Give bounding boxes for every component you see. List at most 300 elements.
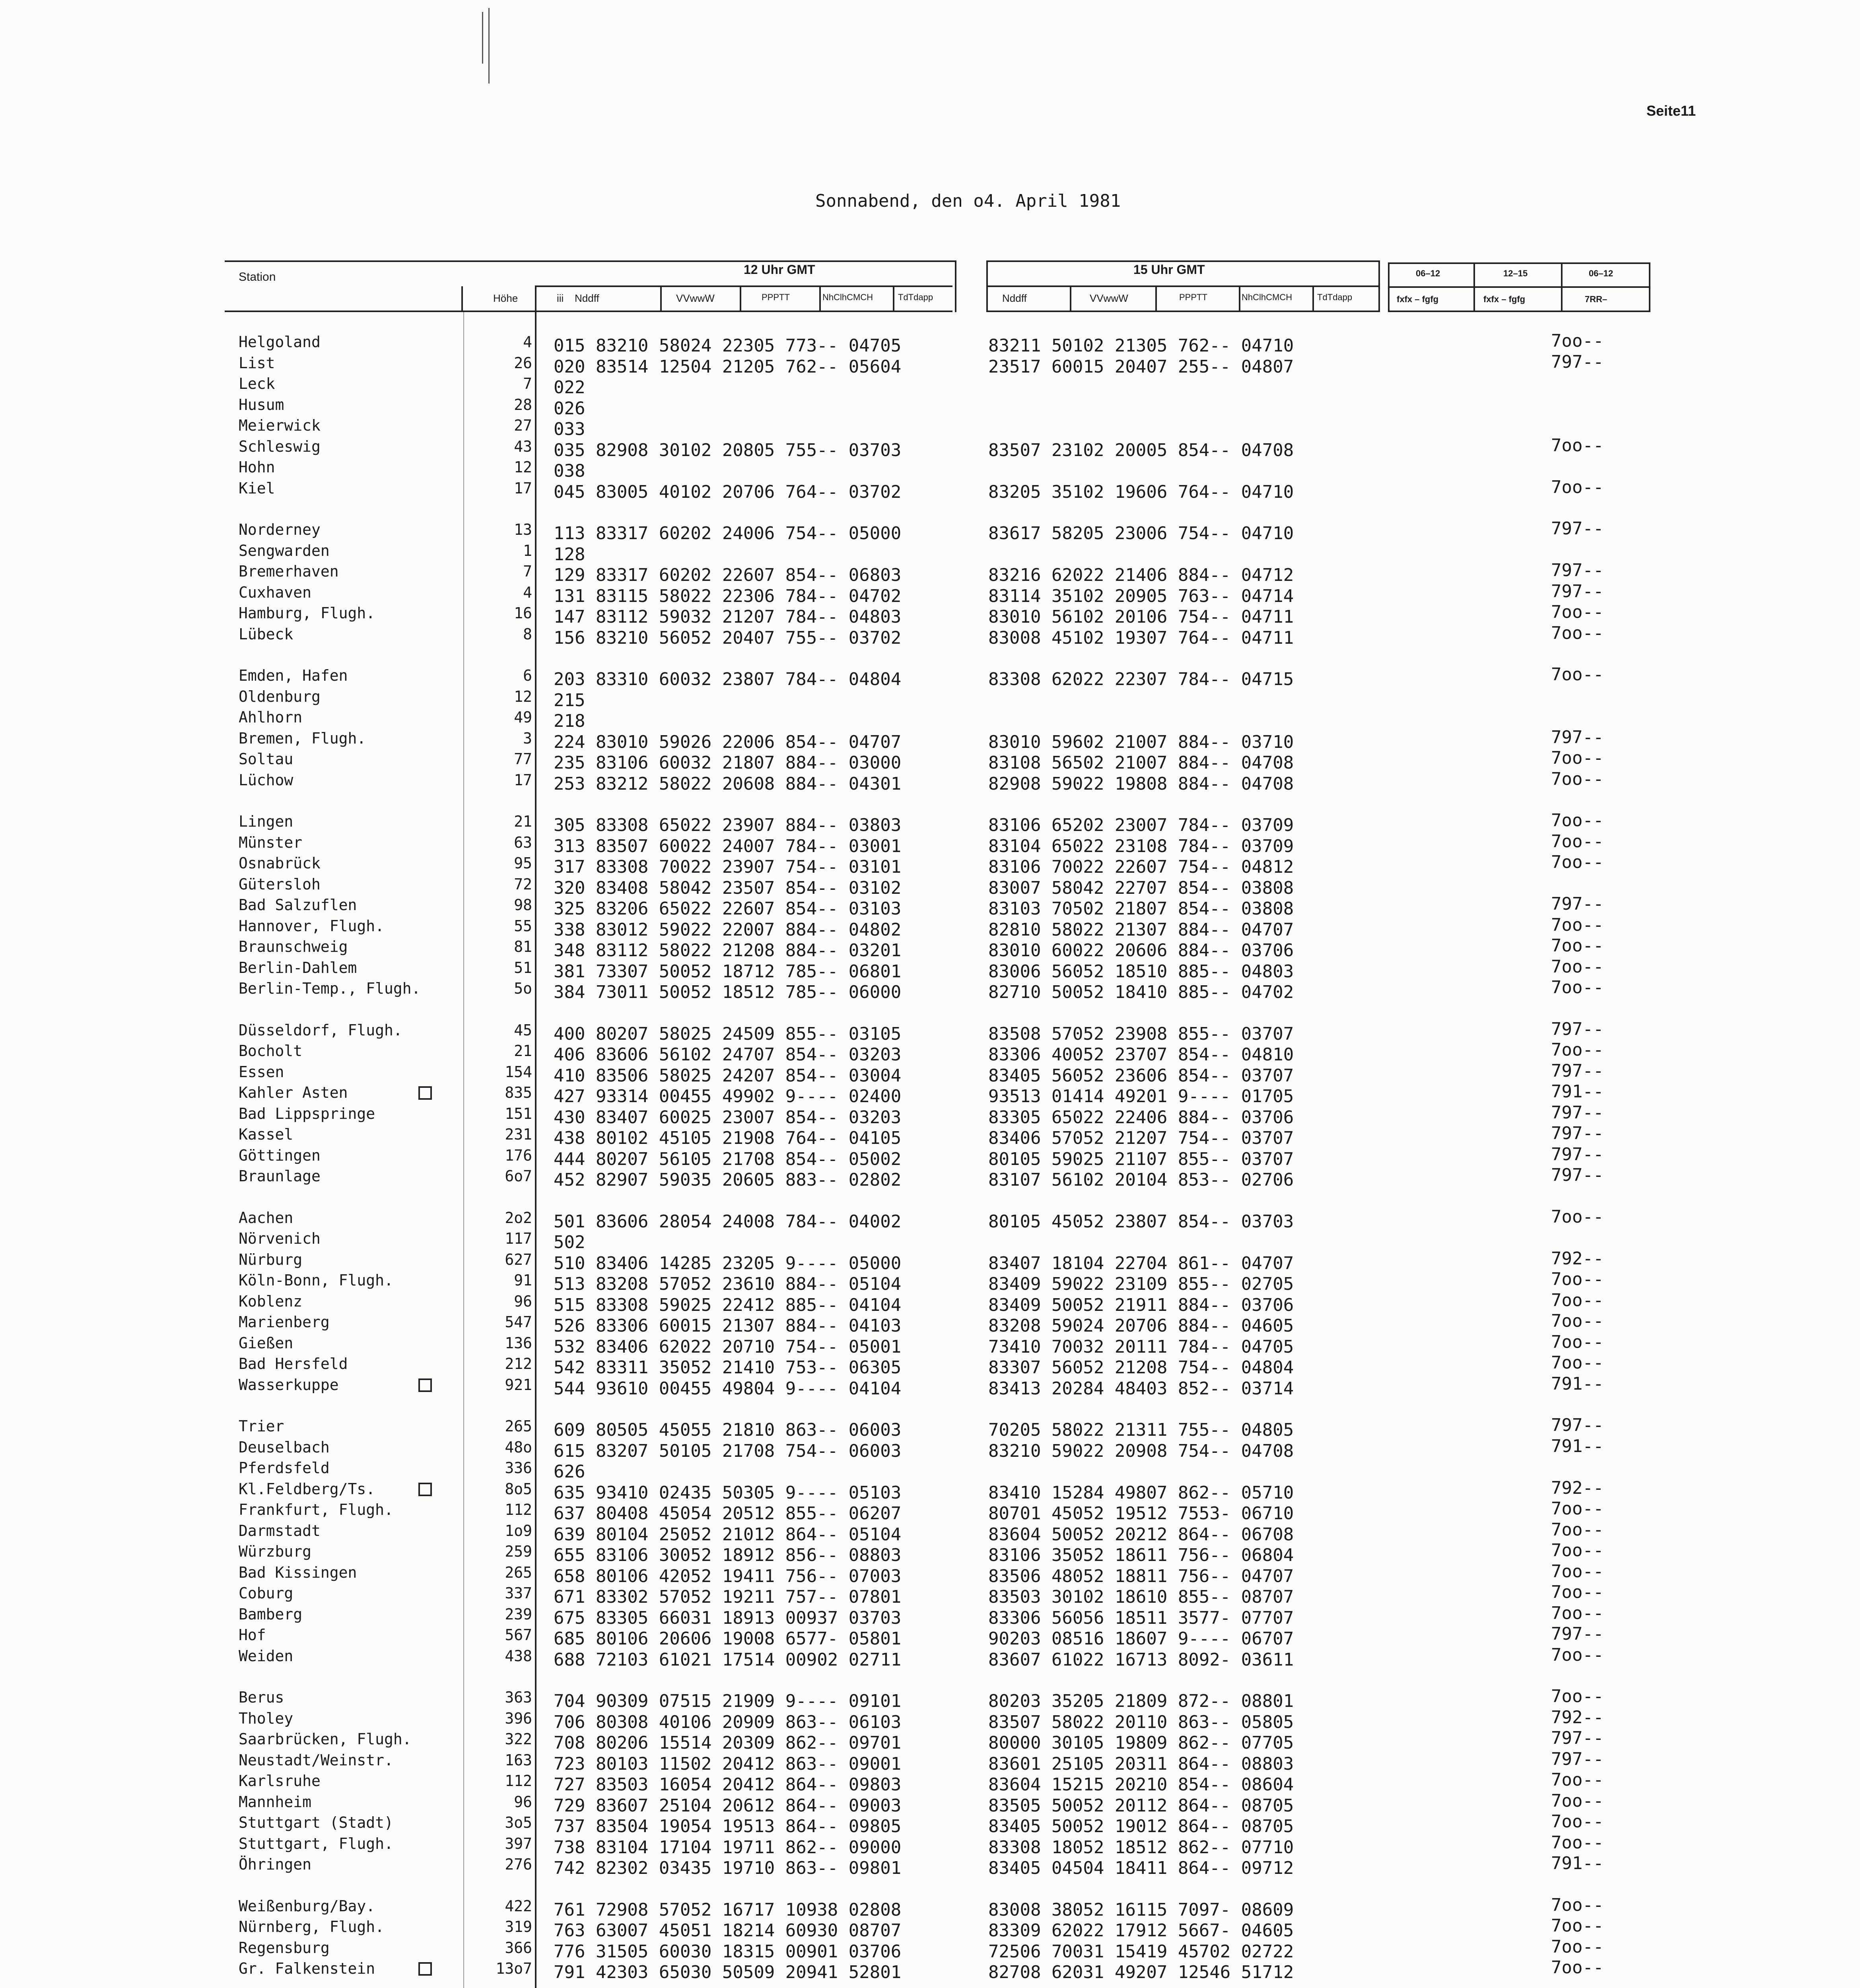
station-name: Tholey — [239, 1709, 293, 1727]
precip-group: 7oo-- — [1551, 1686, 1604, 1706]
obs-12utc: 542 83311 35052 21410 753-- 06305 — [554, 1357, 902, 1378]
obs-15utc: 82708 62031 49207 12546 51712 — [988, 1962, 1294, 1982]
station-elevation: 77 — [514, 750, 532, 768]
obs-15utc: 83006 56052 18510 885-- 04803 — [988, 961, 1294, 982]
obs-15utc: 82908 59022 19808 884-- 04708 — [988, 773, 1294, 794]
station-name: Koblenz — [239, 1292, 303, 1310]
obs-12utc: 706 80308 40106 20909 863-- 06103 — [554, 1712, 902, 1732]
open-square-icon — [418, 1962, 432, 1976]
precip-group: 797-- — [1551, 560, 1604, 580]
precip-group: 7oo-- — [1551, 1206, 1604, 1227]
station-elevation: 8 — [523, 625, 532, 643]
station-elevation: 55 — [514, 917, 532, 935]
station-elevation: 96 — [514, 1292, 532, 1310]
precip-group: 7oo-- — [1551, 1353, 1604, 1373]
station-name: Lüchow — [239, 771, 293, 789]
obs-15utc: 83607 61022 16713 8092- 03611 — [988, 1649, 1294, 1670]
obs-12utc: 320 83408 58042 23507 854-- 03102 — [554, 878, 902, 898]
station-elevation: 422 — [505, 1897, 532, 1915]
precip-group: 797-- — [1551, 1144, 1604, 1165]
station-name: Stuttgart (Stadt) — [239, 1814, 393, 1831]
obs-12utc: 671 83302 57052 19211 757-- 07801 — [554, 1587, 902, 1607]
obs-15utc: 83106 65202 23007 784-- 03709 — [988, 815, 1294, 835]
station-name: Darmstadt — [239, 1522, 321, 1540]
station-name: Köln-Bonn, Flugh. — [239, 1272, 393, 1289]
obs-12utc: 020 83514 12504 21205 762-- 05604 — [554, 356, 902, 377]
precip-group: 797-- — [1551, 1415, 1604, 1435]
station-elevation: 835 — [505, 1084, 532, 1101]
obs-12utc: 026 — [554, 398, 585, 419]
station-elevation: 337 — [505, 1584, 532, 1602]
obs-15utc: 23517 60015 20407 255-- 04807 — [988, 356, 1294, 377]
obs-12utc: 763 63007 45051 18214 60930 08707 — [554, 1920, 902, 1941]
obs-15utc: 83108 56502 21007 884-- 04708 — [988, 753, 1294, 773]
precip-group: 7oo-- — [1551, 852, 1604, 872]
station-elevation: 259 — [505, 1543, 532, 1560]
obs-15utc: 83205 35102 19606 764-- 04710 — [988, 481, 1294, 502]
obs-12utc: 688 72103 61021 17514 00902 02711 — [554, 1649, 902, 1670]
station-name: Neustadt/Weinstr. — [239, 1751, 393, 1769]
header-divider — [740, 286, 741, 312]
station-elevation: 117 — [505, 1230, 532, 1247]
obs-12utc: 639 80104 25052 21012 864-- 05104 — [554, 1524, 902, 1545]
obs-15utc: 83507 23102 20005 854-- 04708 — [988, 440, 1294, 460]
obs-15utc: 83506 48052 18811 756-- 04707 — [988, 1566, 1294, 1586]
precip-group: 7oo-- — [1551, 1770, 1604, 1790]
precip-group: 7oo-- — [1551, 1311, 1604, 1331]
station-elevation: 319 — [505, 1918, 532, 1936]
obs-12utc: 022 — [554, 377, 585, 398]
obs-12utc: 035 82908 30102 20805 755-- 03703 — [554, 440, 902, 460]
obs-15utc: 83114 35102 20905 763-- 04714 — [988, 586, 1294, 606]
obs-15utc: 83306 56056 18511 3577- 07707 — [988, 1607, 1294, 1628]
precip-group: 797-- — [1551, 1019, 1604, 1039]
station-elevation: 154 — [505, 1063, 532, 1081]
precip-group: 7oo-- — [1551, 1936, 1604, 1957]
obs-12utc: 438 80102 45105 21908 764-- 04105 — [554, 1128, 902, 1148]
station-name: Trier — [239, 1417, 284, 1435]
obs-12utc: 113 83317 60202 24006 754-- 05000 — [554, 523, 902, 544]
station-elevation: 276 — [505, 1856, 532, 1873]
station-elevation: 96 — [514, 1793, 532, 1811]
obs-15utc: 83010 56102 20106 754-- 04711 — [988, 607, 1294, 627]
header-col15-5: TdTdapp — [1317, 292, 1353, 302]
station-elevation: 3 — [523, 729, 532, 747]
station-elevation: 45 — [514, 1021, 532, 1039]
obs-12utc: 502 — [554, 1232, 585, 1252]
obs-15utc: 83208 59024 20706 884-- 04605 — [988, 1316, 1294, 1336]
obs-12utc: 708 80206 15514 20309 862-- 09701 — [554, 1733, 902, 1753]
header-divider — [535, 286, 536, 312]
precip-group: 7oo-- — [1551, 1040, 1604, 1060]
header-col12-4: NhClhCMCH — [822, 292, 873, 302]
precip-group: 797-- — [1551, 351, 1604, 372]
obs-12utc: 626 — [554, 1462, 585, 1482]
header-iii: iii — [557, 292, 564, 304]
station-elevation: 21 — [514, 1042, 532, 1060]
open-square-icon — [418, 1378, 432, 1392]
station-name: Berlin-Dahlem — [239, 959, 357, 977]
station-elevation: 8o5 — [505, 1480, 532, 1498]
station-elevation: 438 — [505, 1647, 532, 1665]
station-name: Gr. Falkenstein — [239, 1960, 375, 1977]
station-elevation: 3o5 — [505, 1814, 532, 1831]
scan-mark — [488, 8, 490, 83]
station-elevation: 63 — [514, 833, 532, 851]
obs-12utc: 129 83317 60202 22607 854-- 06803 — [554, 565, 902, 585]
precip-group: 7oo-- — [1551, 435, 1604, 456]
station-name: Braunlage — [239, 1167, 321, 1185]
obs-15utc: 73410 70032 20111 784-- 04705 — [988, 1336, 1294, 1357]
scan-mark — [482, 12, 483, 64]
precip-group: 7oo-- — [1551, 602, 1604, 622]
station-name: Coburg — [239, 1584, 293, 1602]
obs-12utc: 038 — [554, 461, 585, 481]
station-name: Bad Lippspringe — [239, 1105, 375, 1122]
precip-group: 7oo-- — [1551, 914, 1604, 935]
obs-12utc: 224 83010 59026 22006 854-- 04707 — [554, 732, 902, 752]
header-hoehe: Höhe — [493, 292, 518, 304]
obs-12utc: 045 83005 40102 20706 764-- 03702 — [554, 481, 902, 502]
obs-12utc: 253 83212 58022 20608 884-- 04301 — [554, 773, 902, 794]
station-elevation: 26 — [514, 354, 532, 372]
obs-12utc: 761 72908 57052 16717 10938 02808 — [554, 1899, 902, 1920]
precip-group: 7oo-- — [1551, 664, 1604, 685]
precip-group: 7oo-- — [1551, 1519, 1604, 1540]
obs-15utc: 83210 59022 20908 754-- 04708 — [988, 1441, 1294, 1461]
obs-12utc: 156 83210 56052 20407 755-- 03702 — [554, 627, 902, 648]
obs-15utc: 83507 58022 20110 863-- 05805 — [988, 1712, 1294, 1732]
obs-15utc: 72506 70031 15419 45702 02722 — [988, 1941, 1294, 1962]
station-elevation: 7 — [523, 563, 532, 580]
station-name: Bremen, Flugh. — [239, 729, 366, 747]
station-name: Kl.Feldberg/Ts. — [239, 1480, 375, 1498]
date-line: Sonnabend, den o4. April 1981 — [815, 191, 1121, 211]
station-name: Pferdsfeld — [239, 1459, 330, 1477]
obs-12utc: 203 83310 60032 23807 784-- 04804 — [554, 669, 902, 689]
station-name: List — [239, 354, 275, 372]
obs-12utc: 381 73307 50052 18712 785-- 06801 — [554, 961, 902, 982]
station-name: Würzburg — [239, 1543, 312, 1560]
header-col12-1: Nddff — [575, 292, 599, 304]
station-elevation: 112 — [505, 1772, 532, 1790]
obs-12utc: 384 73011 50052 18512 785-- 06000 — [554, 982, 902, 1002]
station-name: Berus — [239, 1689, 284, 1706]
station-name: Hohn — [239, 458, 275, 476]
station-name: Bocholt — [239, 1042, 303, 1060]
obs-12utc: 147 83112 59032 21207 784-- 04803 — [554, 607, 902, 627]
obs-15utc: 82710 50052 18410 885-- 04702 — [988, 982, 1294, 1002]
obs-15utc: 80105 45052 23807 854-- 03703 — [988, 1211, 1294, 1232]
obs-15utc: 83104 65022 23108 784-- 03709 — [988, 836, 1294, 856]
station-elevation: 239 — [505, 1605, 532, 1623]
header-right-top-3: 06–12 — [1589, 268, 1613, 278]
precip-group: 7oo-- — [1551, 477, 1604, 497]
station-elevation: 98 — [514, 896, 532, 914]
station-name: Leck — [239, 375, 275, 392]
station-elevation: 366 — [505, 1939, 532, 1957]
obs-12utc: 513 83208 57052 23610 884-- 05104 — [554, 1274, 902, 1294]
station-elevation: 336 — [505, 1459, 532, 1477]
table-rule-station — [463, 312, 464, 1988]
header-divider — [893, 286, 894, 312]
obs-15utc: 83405 50052 19012 864-- 08705 — [988, 1816, 1294, 1837]
obs-15utc: 83508 57052 23908 855-- 03707 — [988, 1023, 1294, 1044]
obs-12utc: 235 83106 60032 21807 884-- 03000 — [554, 753, 902, 773]
precip-group: 791-- — [1551, 1436, 1604, 1456]
station-name: Osnabrück — [239, 854, 321, 872]
obs-15utc: 80203 35205 21809 872-- 08801 — [988, 1691, 1294, 1711]
station-name: Nürnberg, Flugh. — [239, 1918, 385, 1936]
precip-group: 7oo-- — [1551, 1790, 1604, 1811]
obs-15utc: 83107 56102 20104 853-- 02706 — [988, 1170, 1294, 1190]
precip-group: 7oo-- — [1551, 1582, 1604, 1602]
obs-12utc: 015 83210 58024 22305 773-- 04705 — [554, 336, 902, 356]
station-elevation: 49 — [514, 709, 532, 726]
station-elevation: 17 — [514, 771, 532, 789]
station-name: Husum — [239, 396, 284, 414]
station-name: Karlsruhe — [239, 1772, 321, 1790]
station-name: Öhringen — [239, 1856, 312, 1873]
obs-15utc: 83106 35052 18611 756-- 06804 — [988, 1545, 1294, 1565]
obs-15utc: 83211 50102 21305 762-- 04710 — [988, 336, 1294, 356]
precip-group: 7oo-- — [1551, 748, 1604, 768]
header-right-bottom-3: 7RR– — [1585, 294, 1607, 304]
station-elevation: 163 — [505, 1751, 532, 1769]
precip-group: 7oo-- — [1551, 1269, 1604, 1289]
obs-12utc: 317 83308 70022 23907 754-- 03101 — [554, 857, 902, 877]
obs-15utc: 83309 62022 17912 5667- 04605 — [988, 1920, 1294, 1941]
open-square-icon — [418, 1086, 432, 1100]
obs-12utc: 313 83507 60022 24007 784-- 03001 — [554, 836, 902, 856]
obs-15utc: 83413 20284 48403 852-- 03714 — [988, 1378, 1294, 1399]
obs-12utc: 615 83207 50105 21708 754-- 06003 — [554, 1441, 902, 1461]
station-name: Braunschweig — [239, 938, 348, 955]
station-name: Bamberg — [239, 1605, 303, 1623]
precip-group: 7oo-- — [1551, 769, 1604, 789]
station-name: Essen — [239, 1063, 284, 1081]
station-elevation: 322 — [505, 1730, 532, 1748]
header-divider — [461, 286, 463, 312]
station-name: Lübeck — [239, 625, 293, 643]
station-elevation: 51 — [514, 959, 532, 977]
station-name: Wasserkuppe — [239, 1376, 339, 1394]
obs-15utc: 83406 57052 21207 754-- 03707 — [988, 1128, 1294, 1148]
obs-12utc: 685 80106 20606 19008 6577- 05801 — [554, 1629, 902, 1649]
obs-15utc: 90203 08516 18607 9---- 06707 — [988, 1629, 1294, 1649]
station-name: Lingen — [239, 813, 293, 830]
station-name: Cuxhaven — [239, 583, 312, 601]
header-col15-4: NhClhCMCH — [1242, 292, 1292, 302]
station-name: Stuttgart, Flugh. — [239, 1835, 393, 1852]
obs-12utc: 452 82907 59035 20605 883-- 02802 — [554, 1170, 902, 1190]
station-name: Nörvenich — [239, 1230, 321, 1247]
precip-group: 797-- — [1551, 1624, 1604, 1644]
precip-group: 7oo-- — [1551, 331, 1604, 351]
station-name: Sengwarden — [239, 542, 330, 559]
station-elevation: 95 — [514, 854, 532, 872]
station-elevation: 397 — [505, 1835, 532, 1852]
station-elevation: 1o9 — [505, 1522, 532, 1540]
header-col15-3: PPPTT — [1179, 292, 1207, 302]
obs-12utc: 400 80207 58025 24509 855-- 03105 — [554, 1023, 902, 1044]
obs-12utc: 791 42303 65030 50509 20941 52801 — [554, 1962, 902, 1982]
station-elevation: 231 — [505, 1126, 532, 1143]
obs-15utc: 83407 18104 22704 861-- 04707 — [988, 1253, 1294, 1274]
station-name: Saarbrücken, Flugh. — [239, 1730, 412, 1748]
station-name: Bremerhaven — [239, 563, 339, 580]
precip-group: 797-- — [1551, 1060, 1604, 1081]
station-name: Kahler Asten — [239, 1084, 348, 1101]
precip-group: 7oo-- — [1551, 1916, 1604, 1936]
precip-group: 797-- — [1551, 1165, 1604, 1185]
header-right-top-1: 06–12 — [1416, 268, 1440, 278]
obs-15utc: 83010 60022 20606 884-- 03706 — [988, 940, 1294, 961]
obs-12utc: 737 83504 19054 19513 864-- 09805 — [554, 1816, 902, 1837]
station-elevation: 16 — [514, 604, 532, 622]
station-name: Gütersloh — [239, 875, 321, 893]
station-elevation: 212 — [505, 1355, 532, 1373]
precip-group: 7oo-- — [1551, 956, 1604, 977]
header-rule — [225, 311, 952, 312]
precip-group: 7oo-- — [1551, 1290, 1604, 1310]
obs-12utc: 510 83406 14285 23205 9---- 05000 — [554, 1253, 902, 1274]
station-elevation: 72 — [514, 875, 532, 893]
station-elevation: 4 — [523, 583, 532, 601]
obs-12utc: 444 80207 56105 21708 854-- 05002 — [554, 1149, 902, 1169]
header-divider — [1312, 286, 1314, 312]
header-divider — [1473, 262, 1475, 312]
obs-12utc: 738 83104 17104 19711 862-- 09000 — [554, 1837, 902, 1858]
precip-group: 7oo-- — [1551, 1957, 1604, 1978]
precip-group: 797-- — [1551, 1728, 1604, 1748]
obs-12utc: 305 83308 65022 23907 884-- 03803 — [554, 815, 902, 835]
station-elevation: 91 — [514, 1272, 532, 1289]
precip-group: 7oo-- — [1551, 810, 1604, 831]
station-name: Düsseldorf, Flugh. — [239, 1021, 402, 1039]
precip-group: 797-- — [1551, 894, 1604, 914]
station-name: Hof — [239, 1626, 266, 1644]
station-elevation: 112 — [505, 1501, 532, 1518]
obs-15utc: 83216 62022 21406 884-- 04712 — [988, 565, 1294, 585]
obs-15utc: 83008 38052 16115 7097- 08609 — [988, 1899, 1294, 1920]
obs-12utc: 218 — [554, 711, 585, 731]
obs-12utc: 544 93610 00455 49804 9---- 04104 — [554, 1378, 902, 1399]
station-name: Kiel — [239, 479, 275, 497]
station-elevation: 43 — [514, 437, 532, 455]
station-name: Helgoland — [239, 333, 321, 351]
obs-15utc: 80000 30105 19809 862-- 07705 — [988, 1733, 1294, 1753]
header-rule — [986, 285, 1380, 287]
header-12-title: 12 Uhr GMT — [744, 262, 815, 277]
obs-15utc: 80701 45052 19512 7553- 06710 — [988, 1503, 1294, 1524]
obs-12utc: 742 82302 03435 19710 863-- 09801 — [554, 1858, 902, 1878]
station-name: Emden, Hafen — [239, 667, 348, 684]
obs-12utc: 406 83606 56102 24707 854-- 03203 — [554, 1044, 902, 1065]
station-elevation: 547 — [505, 1313, 532, 1331]
station-elevation: 48o — [505, 1438, 532, 1456]
obs-12utc: 128 — [554, 544, 585, 565]
obs-12utc: 723 80103 11502 20412 863-- 09001 — [554, 1753, 902, 1774]
obs-12utc: 658 80106 42052 19411 756-- 07003 — [554, 1566, 902, 1586]
station-elevation: 5o — [514, 980, 532, 997]
precip-group: 7oo-- — [1551, 977, 1604, 998]
header-rule — [535, 285, 952, 287]
obs-12utc: 609 80505 45055 21810 863-- 06003 — [554, 1420, 902, 1440]
station-elevation: 17 — [514, 479, 532, 497]
obs-12utc: 427 93314 00455 49902 9---- 02400 — [554, 1086, 902, 1107]
obs-15utc: 83505 50052 20112 864-- 08705 — [988, 1795, 1294, 1816]
obs-12utc: 515 83308 59025 22412 885-- 04104 — [554, 1295, 902, 1315]
precip-group: 7oo-- — [1551, 1540, 1604, 1561]
station-name: Berlin-Temp., Flugh. — [239, 980, 421, 997]
obs-12utc: 526 83306 60015 21307 884-- 04103 — [554, 1316, 902, 1336]
station-elevation: 13 — [514, 521, 532, 538]
station-name: Soltau — [239, 750, 293, 768]
header-15-title: 15 Uhr GMT — [1133, 262, 1205, 277]
station-elevation: 12 — [514, 458, 532, 476]
precip-group: 7oo-- — [1551, 1499, 1604, 1519]
header-right-bottom-1: fxfx – fgfg — [1397, 294, 1439, 304]
header-col12-2: VVwwW — [676, 292, 715, 304]
station-elevation: 28 — [514, 396, 532, 414]
obs-12utc: 501 83606 28054 24008 784-- 04002 — [554, 1211, 902, 1232]
header-station: Station — [239, 270, 276, 283]
header-divider — [1070, 286, 1071, 312]
station-elevation: 6 — [523, 667, 532, 684]
obs-12utc: 637 80408 45054 20512 855-- 06207 — [554, 1503, 902, 1524]
obs-12utc: 704 90309 07515 21909 9---- 09101 — [554, 1691, 902, 1711]
page-label: Seite11 — [1646, 103, 1696, 119]
station-elevation: 6o7 — [505, 1167, 532, 1185]
precip-group: 7oo-- — [1551, 1603, 1604, 1623]
obs-15utc: 93513 01414 49201 9---- 01705 — [988, 1086, 1294, 1107]
station-elevation: 12 — [514, 687, 532, 705]
station-elevation: 7 — [523, 375, 532, 392]
station-elevation: 396 — [505, 1709, 532, 1727]
station-name: Marienberg — [239, 1313, 330, 1331]
obs-12utc: 635 93410 02435 50305 9---- 05103 — [554, 1482, 902, 1503]
station-name: Oldenburg — [239, 687, 321, 705]
station-elevation: 265 — [505, 1417, 532, 1435]
station-elevation: 363 — [505, 1689, 532, 1706]
obs-12utc: 532 83406 62022 20710 754-- 05001 — [554, 1336, 902, 1357]
obs-12utc: 729 83607 25104 20612 864-- 09003 — [554, 1795, 902, 1816]
obs-15utc: 83007 58042 22707 854-- 03808 — [988, 878, 1294, 898]
header-divider — [1155, 286, 1157, 312]
station-elevation: 567 — [505, 1626, 532, 1644]
station-name: Meierwick — [239, 417, 321, 434]
precip-group: 7oo-- — [1551, 831, 1604, 852]
station-name: Münster — [239, 833, 303, 851]
obs-12utc: 325 83206 65022 22607 854-- 03103 — [554, 899, 902, 919]
header-right-top-2: 12–15 — [1503, 268, 1528, 278]
obs-15utc: 83410 15284 49807 862-- 05710 — [988, 1482, 1294, 1503]
precip-group: 7oo-- — [1551, 936, 1604, 956]
station-name: Weiden — [239, 1647, 293, 1665]
obs-12utc: 430 83407 60025 23007 854-- 03203 — [554, 1107, 902, 1128]
station-name: Mannheim — [239, 1793, 312, 1811]
station-elevation: 627 — [505, 1250, 532, 1268]
station-name: Norderney — [239, 521, 321, 538]
station-elevation: 136 — [505, 1334, 532, 1352]
precip-group: 7oo-- — [1551, 623, 1604, 643]
station-elevation: 176 — [505, 1146, 532, 1164]
precip-group: 7oo-- — [1551, 1644, 1604, 1665]
station-name: Gießen — [239, 1334, 293, 1352]
station-name: Bad Kissingen — [239, 1563, 357, 1581]
precip-group: 797-- — [1551, 1749, 1604, 1769]
